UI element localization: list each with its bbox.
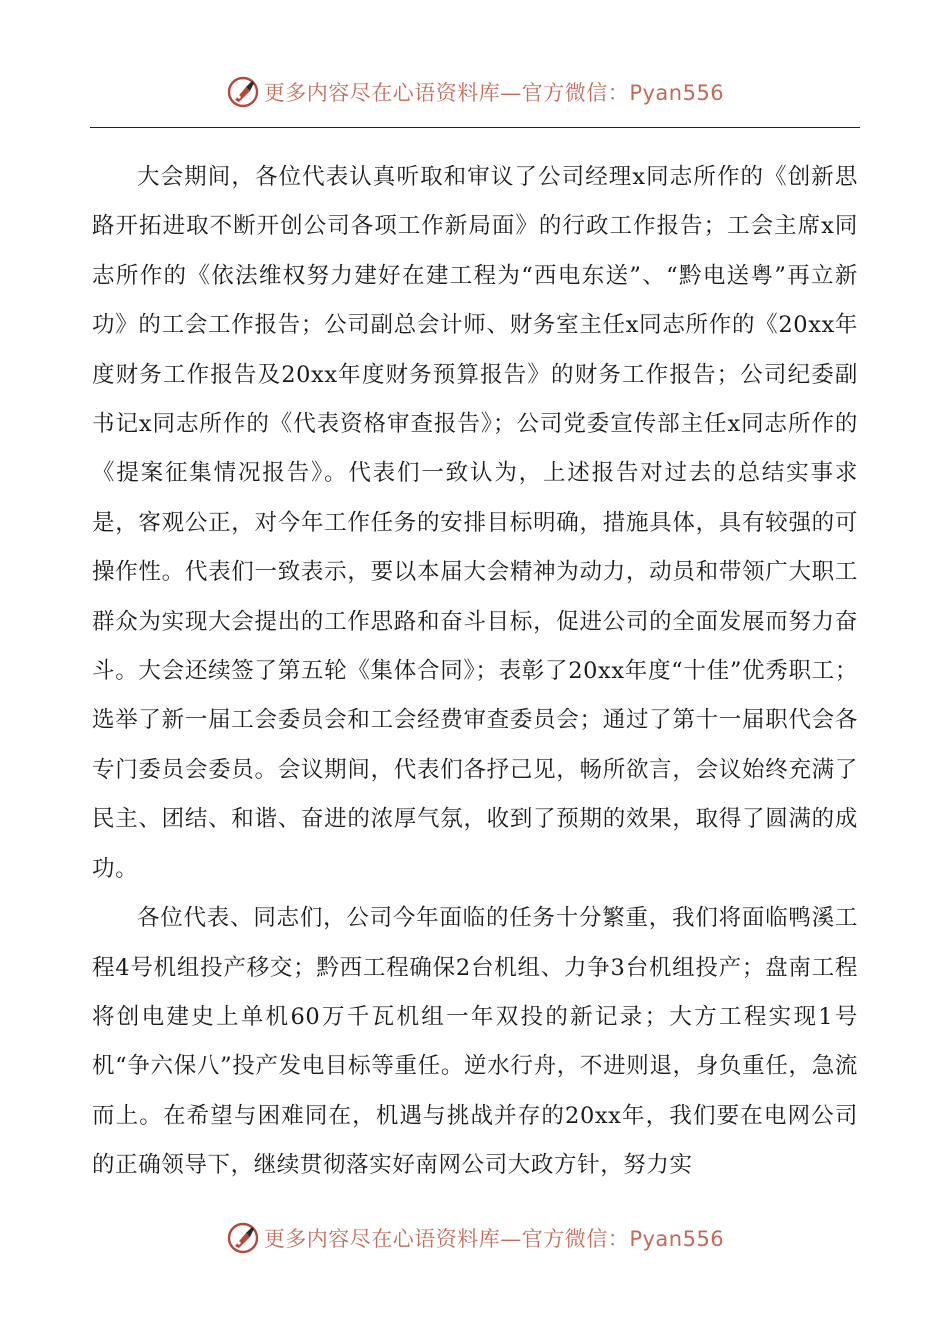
header-wechat-id: Pyan556 [629, 81, 725, 105]
header-rule [90, 127, 860, 128]
document-body [92, 153, 858, 1191]
pen-nib-logo-icon [226, 1221, 260, 1255]
pen-nib-logo-icon [226, 75, 260, 109]
paragraph-1: 大会期间，各位代表认真听取和审议了公司经理x同志所作的《创新思路开拓进取不断开创公司各项工作新局面》的行政工作报告；工会主席x同志所作的《依法维权努力建好在建工程为“西电东送”、“黔电送粤”再立新功》的工会工作报告；公司副总会计师、财务室主任x同志所作的《20xx年度财务工作报告及20xx年度财务预算报告》的财务工作报告；公司纪委副书记x同志所作的《代表资格审查报告》；公司党委宣传部主任x同志所作的《提案征集情况报告》。代表们一致认为，上述报告对过去的总结实事求是，客观公正，对今年工作任务的安排目标明确，措施具体，具有较强的可操作性。代表们一致表示，要以本届大会精神为动力，动员和带领广大职工群众为实现大会提出的工作思路和奋斗目标，促进公司的全面发展而努力奋斗。大会还续签了第五轮《集体合同》；表彰了20xx年度“十佳”优秀职工；选举了新一届工会委员会和工会经费审查委员会；通过了第十一届职代会各专门委员会委员。会议期间，代表们各抒己见，畅所欲言，会议始终充满了民主、团结、和谐、奋进的浓厚气氛，收到了预期的效果，取得了圆满的成功。 [92, 164, 858, 882]
header-banner [0, 70, 950, 114]
paragraph-2: 各位代表、同志们，公司今年面临的任务十分繁重，我们将面临鸭溪工程4号机组投产移交；黔西工程确保2台机组、力争3台机组投产；盘南工程将创电建史上单机60万千瓦机组一年双投的新记录；大方工程实现1号机“争六保八”投产发电目标等重任。逆水行舟，不进则退，身负重任，急流而上。在希望与困难同在，机遇与挑战并存的20xx年，我们要在电网公司的正确领导下，继续贯彻落实好南网公司大政方针，努力实 [92, 905, 858, 1179]
header-banner-text [264, 77, 724, 107]
footer-banner-label: 更多内容尽在心语资料库—官方微信： [263, 1227, 630, 1251]
header-banner-label: 更多内容尽在心语资料库—官方微信： [263, 81, 630, 105]
footer-banner [0, 1216, 950, 1260]
footer-banner-text [264, 1223, 724, 1253]
footer-wechat-id: Pyan556 [629, 1227, 725, 1251]
